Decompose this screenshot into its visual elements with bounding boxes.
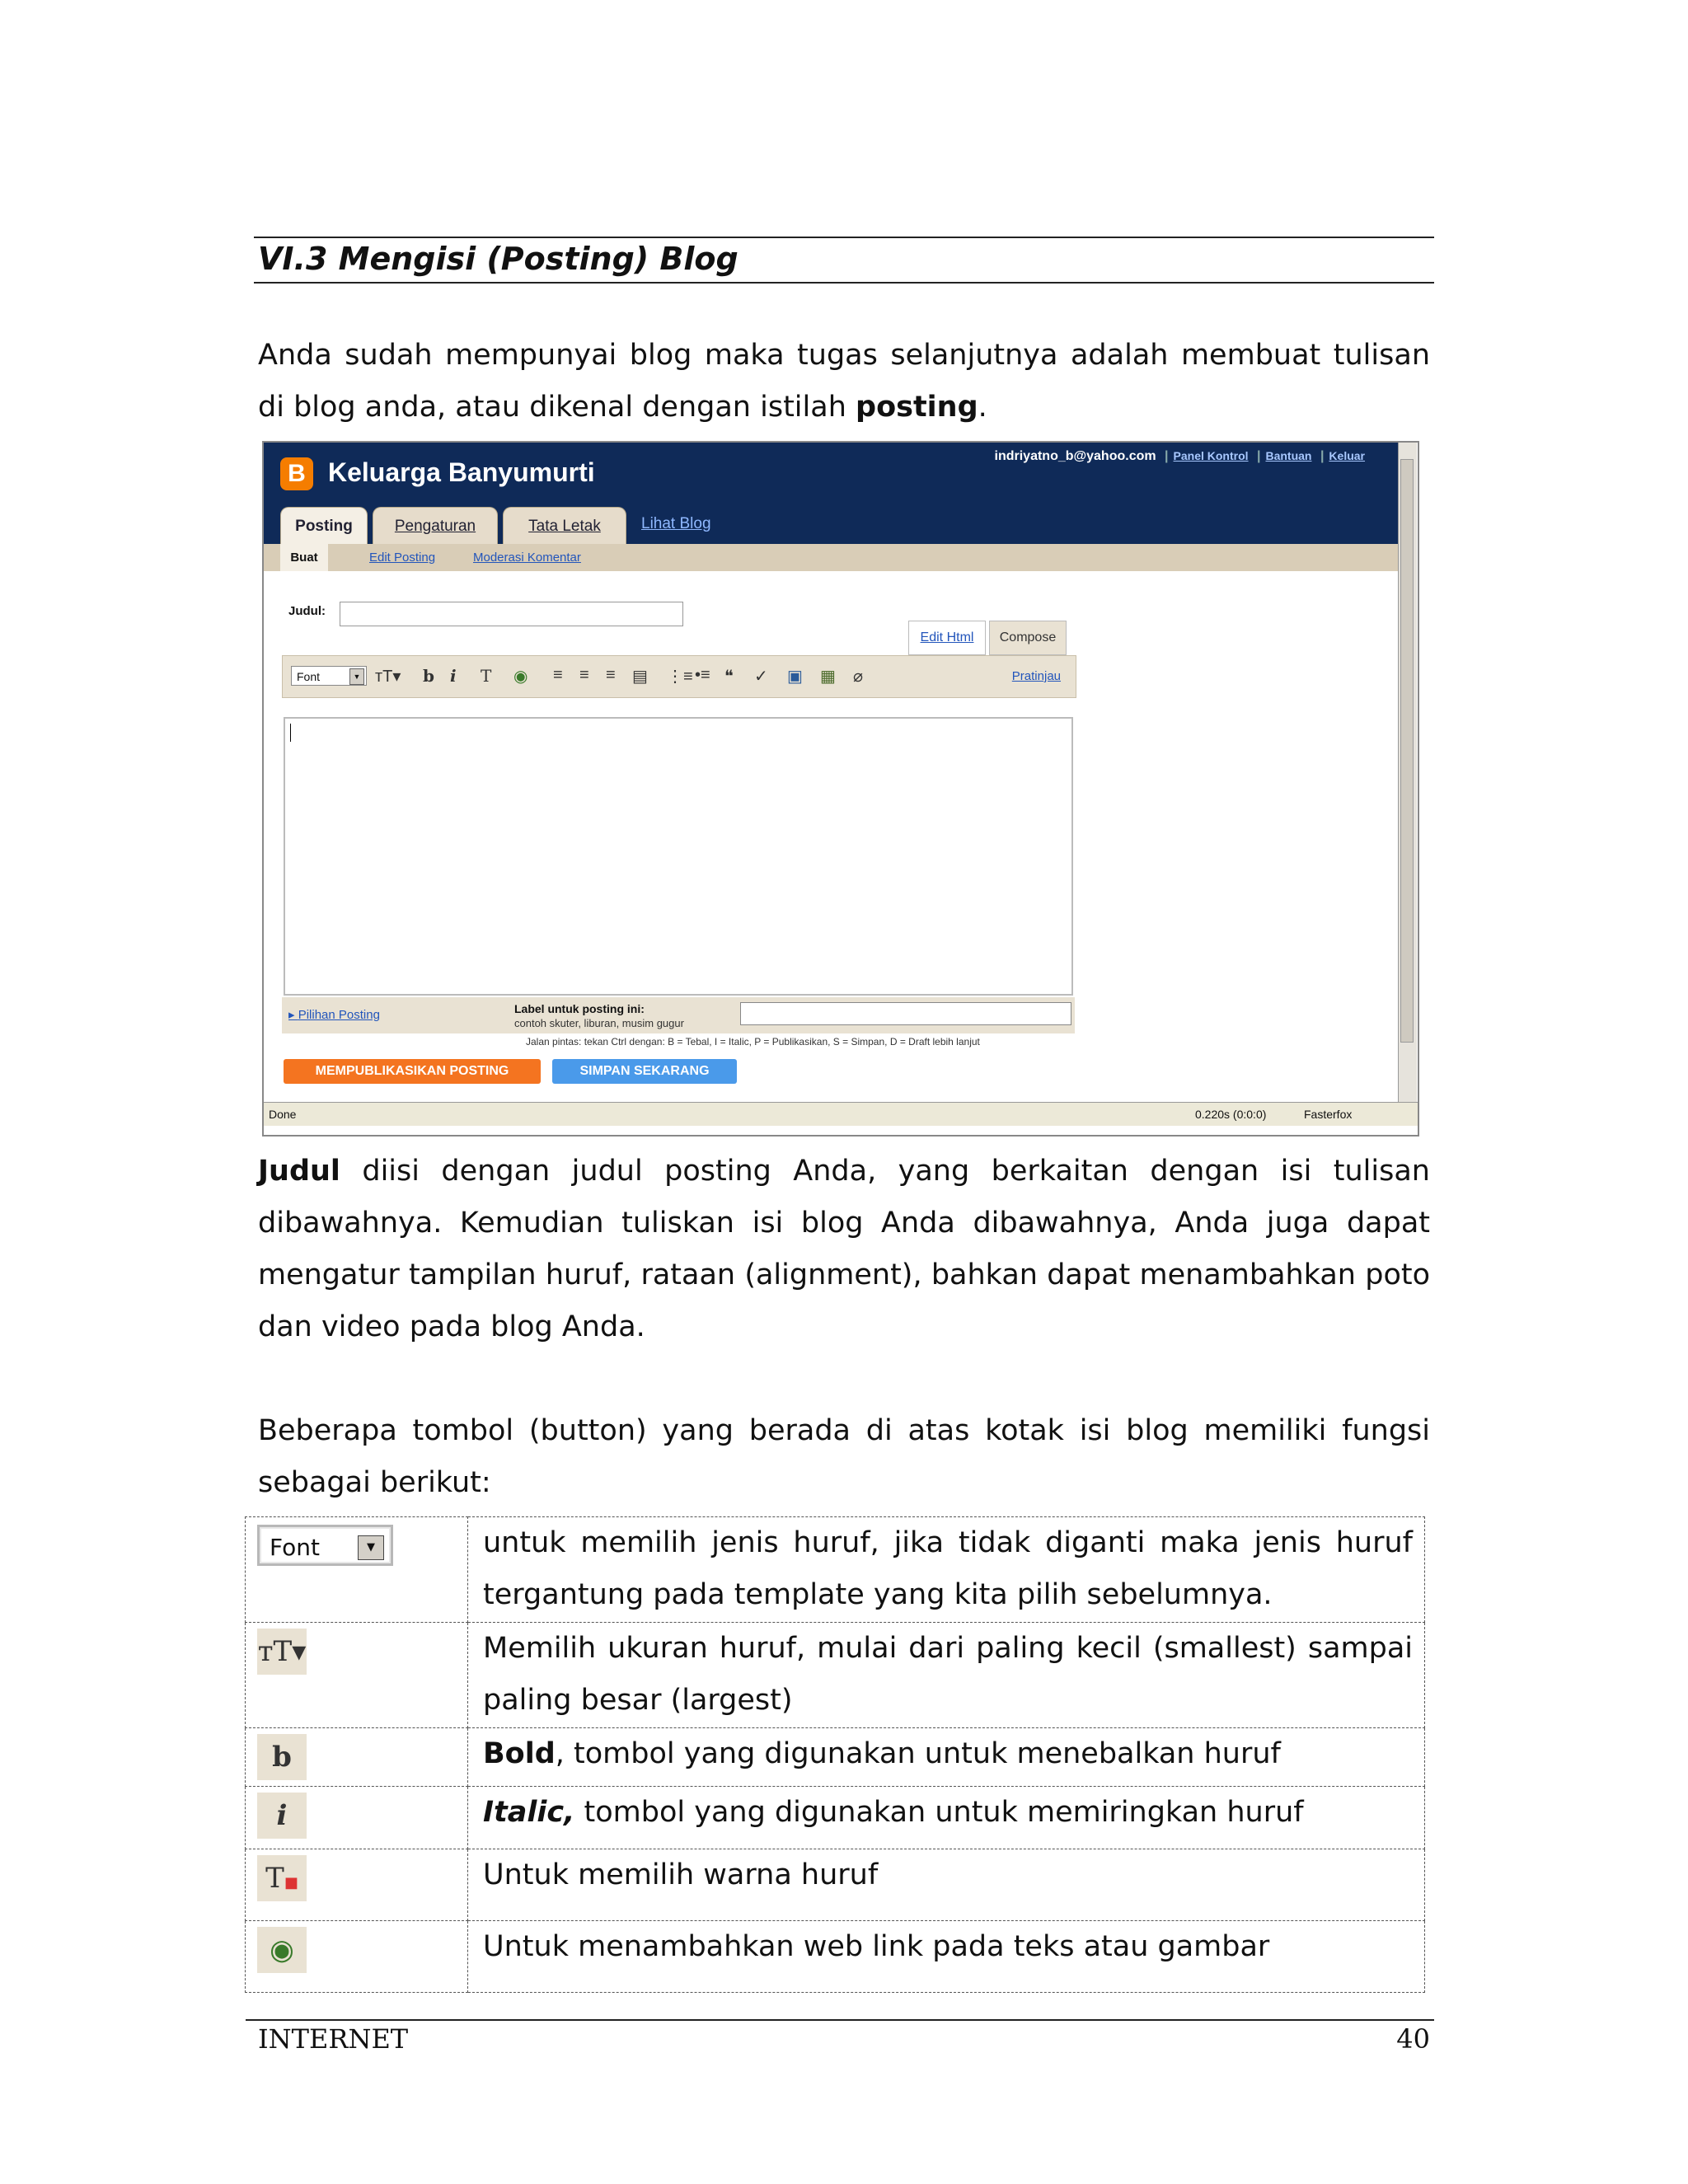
title-input[interactable]: [340, 602, 683, 626]
table-row: [246, 1517, 1425, 1623]
scrollbar-thumb[interactable]: [1400, 459, 1414, 1043]
table-row: [246, 1849, 1425, 1921]
table-row: [246, 1728, 1425, 1787]
preview-link[interactable]: Pratinjau: [1011, 669, 1061, 683]
page-number: 40: [1396, 2023, 1430, 2055]
icon-cell: [246, 1849, 468, 1921]
editor-toolbar: [282, 655, 1076, 698]
italic-term: Italic,: [483, 1796, 575, 1829]
icon-cell: [246, 1517, 468, 1623]
link-keluar[interactable]: Keluar: [1329, 449, 1365, 462]
compose-tab[interactable]: Compose: [989, 621, 1067, 655]
icon-cell: [246, 1728, 468, 1787]
description-cell: [468, 1728, 1425, 1787]
bullet-list-icon[interactable]: •≡: [695, 666, 710, 684]
publish-button[interactable]: MEMPUBLIKASIKAN POSTING: [284, 1059, 541, 1084]
footer-rule: [246, 2019, 1434, 2021]
status-addon[interactable]: Fasterfox: [1304, 1108, 1353, 1121]
chevron-down-icon: ▼: [349, 668, 364, 685]
para2-text: diisi dengan judul posting Anda, yang berkaitan dengan isi tulisan dibawahnya. Kemudian tuliskan isi blog Anda dibawahnya, Anda juga dapat mengatur tampilan huruf, rataan (alignment), bahkan dapat menambahkan poto dan video pada blog Anda.: [258, 1155, 1430, 1343]
numbered-list-icon[interactable]: ⋮≡: [667, 668, 693, 686]
font-select-value: Font: [297, 670, 321, 683]
user-email: indriyatno_b@yahoo.com: [994, 449, 1156, 463]
tab-lihat-blog[interactable]: Lihat Blog: [641, 515, 711, 532]
align-right-icon[interactable]: ≡: [606, 666, 616, 684]
labels-input[interactable]: [740, 1002, 1071, 1025]
button-function-table: [245, 1516, 1425, 1993]
save-now-button[interactable]: SIMPAN SEKARANG: [552, 1059, 737, 1084]
description-cell: Memilih ukuran huruf, mulai dari paling kecil (smallest) sampai paling besar (largest): [468, 1623, 1425, 1728]
align-justify-icon[interactable]: ▤: [632, 668, 648, 686]
post-options-bar: [282, 997, 1075, 1033]
blogger-header: [264, 443, 1398, 544]
description-cell: [468, 1787, 1425, 1849]
italic-icon: i: [257, 1793, 307, 1839]
align-left-icon[interactable]: ≡: [553, 666, 563, 684]
description-cell: Untuk menambahkan web link pada teks atau gambar: [468, 1921, 1425, 1993]
subnav-moderasi-komentar[interactable]: Moderasi Komentar: [473, 551, 581, 565]
post-body-editor[interactable]: [284, 717, 1073, 996]
link-icon: ◉: [257, 1927, 307, 1973]
font-select[interactable]: [291, 666, 367, 686]
italic-description: tombol yang digunakan untuk memiringkan huruf: [574, 1796, 1304, 1829]
tab-tata-letak[interactable]: Tata Letak: [503, 507, 626, 544]
link-bantuan[interactable]: Bantuan: [1265, 449, 1312, 462]
tab-posting[interactable]: Posting: [280, 507, 368, 544]
description-cell: untuk memilih jenis huruf, jika tidak diganti maka jenis huruf tergantung pada template yang kita pilih sebelumnya.: [468, 1517, 1425, 1623]
sub-navigation: [264, 544, 1398, 571]
status-timing: 0.220s (0:0:0): [1195, 1108, 1267, 1121]
font-select-demo: [257, 1525, 393, 1566]
intro-paragraph: [258, 330, 1430, 434]
subnav-edit-posting[interactable]: Edit Posting: [369, 551, 436, 565]
table-row: [246, 1921, 1425, 1993]
link-panel-kontrol[interactable]: Panel Kontrol: [1173, 449, 1249, 462]
account-links: indriyatno_b@yahoo.com | Panel Kontrol | Bantuan | Keluar: [994, 449, 1365, 463]
font-demo-label: Font: [270, 1534, 320, 1561]
intro-text: Anda sudah mempunyai blog maka tugas selanjutnya adalah membuat tulisan di blog anda, atau dikenal dengan istilah: [258, 339, 1430, 424]
text-color-icon: T■: [257, 1855, 307, 1901]
italic-icon[interactable]: i: [450, 666, 457, 686]
section-heading: VI.3 Mengisi (Posting) Blog: [258, 241, 738, 277]
font-size-icon: ᴛT▾: [257, 1629, 307, 1675]
title-label: Judul:: [288, 604, 326, 618]
blogger-logo-icon[interactable]: B: [280, 457, 313, 490]
blockquote-icon[interactable]: ❝: [724, 668, 734, 686]
chevron-down-icon: ▼: [358, 1535, 384, 1560]
footer-title: INTERNET: [258, 2023, 409, 2055]
intro-end: .: [978, 391, 987, 424]
icon-cell: [246, 1623, 468, 1728]
bold-term: Bold: [483, 1737, 556, 1770]
description-cell: Untuk memilih warna huruf: [468, 1849, 1425, 1921]
bold-icon: b: [257, 1734, 307, 1780]
bold-icon[interactable]: b: [423, 666, 434, 686]
bold-description: , tombol yang digunakan untuk menebalkan huruf: [555, 1737, 1281, 1770]
heading-rule-top: [254, 237, 1434, 238]
status-text: Done: [269, 1108, 297, 1121]
icon-cell: [246, 1787, 468, 1849]
spellcheck-icon[interactable]: ✓: [754, 668, 768, 686]
table-row: [246, 1623, 1425, 1728]
edit-html-tab[interactable]: Edit Html: [908, 621, 986, 655]
buttons-intro-paragraph: Beberapa tombol (button) yang berada di atas kotak isi blog memiliki fungsi sebagai berikut:: [258, 1414, 1430, 1499]
post-options-label: Pilihan Posting: [298, 1008, 380, 1022]
video-icon[interactable]: ▦: [820, 668, 836, 686]
table-row: [246, 1787, 1425, 1849]
intro-bold-term: posting: [856, 391, 978, 424]
image-icon[interactable]: ▣: [787, 668, 803, 686]
link-icon[interactable]: ◉: [513, 668, 528, 686]
labels-hint: contoh skuter, liburan, musim gugur: [514, 1017, 684, 1029]
browser-statusbar: [264, 1102, 1418, 1126]
tab-pengaturan[interactable]: Pengaturan: [373, 507, 498, 544]
text-color-icon[interactable]: T: [481, 666, 492, 686]
blogger-screenshot: [262, 441, 1419, 1137]
blog-title: Keluarga Banyumurti: [328, 457, 595, 487]
align-center-icon[interactable]: ≡: [579, 666, 589, 684]
icon-cell: [246, 1921, 468, 1993]
text-caret: [290, 724, 291, 742]
subnav-buat[interactable]: Buat: [280, 544, 328, 571]
para2-bold-term: Judul: [258, 1155, 340, 1188]
eraser-icon[interactable]: ⌀: [853, 668, 864, 686]
labels-title: Label untuk posting ini:: [514, 1002, 645, 1015]
heading-rule-bottom: [254, 282, 1434, 284]
font-size-icon[interactable]: ᴛT▾: [375, 668, 401, 686]
shortcut-hint: Jalan pintas: tekan Ctrl dengan: B = Tebal, I = Italic, P = Publikasikan, S = Simpan, D = Draft lebih lanjut: [526, 1036, 980, 1047]
title-explanation-paragraph: [258, 1146, 1430, 1353]
post-options-link[interactable]: ▸ Pilihan Posting: [288, 1008, 380, 1022]
